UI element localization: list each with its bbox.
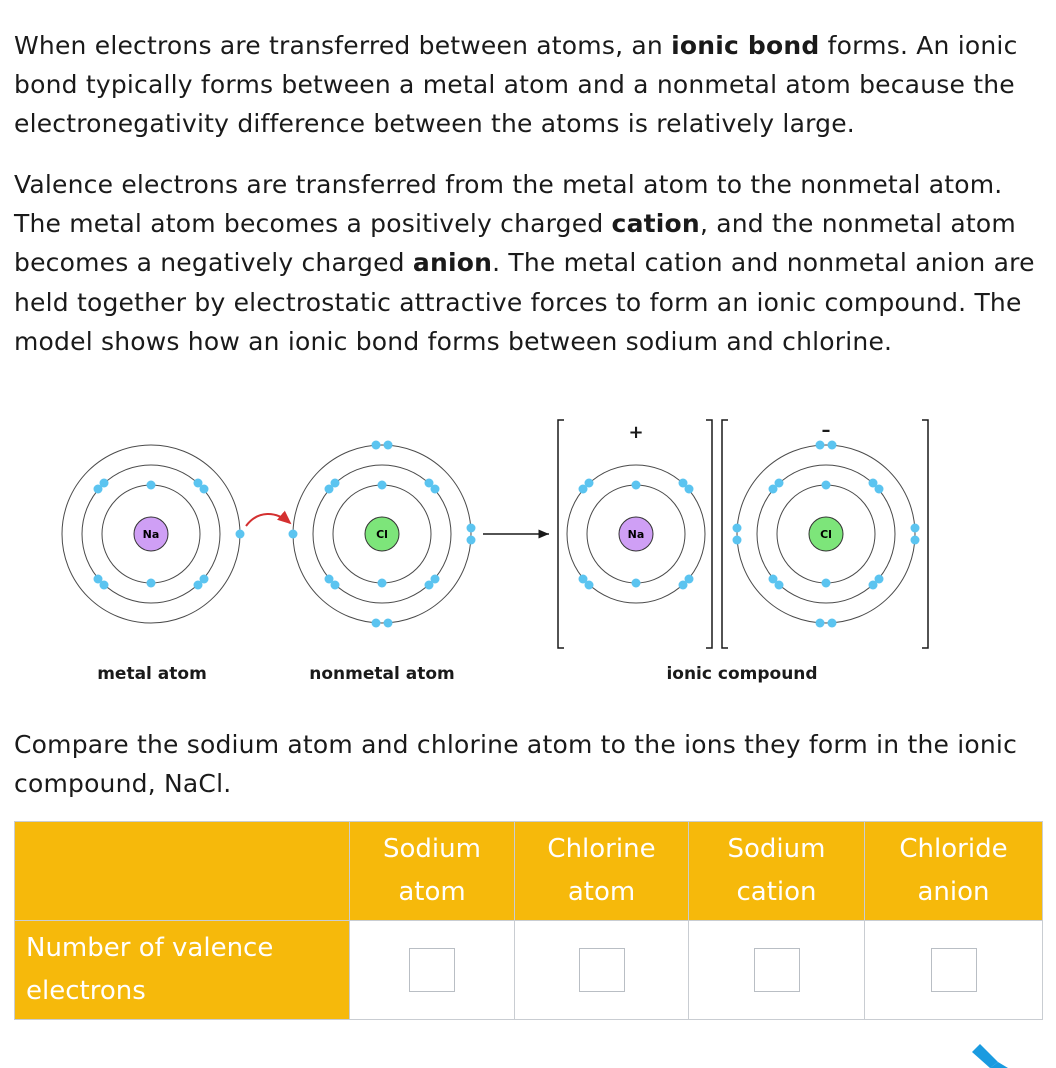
ionic-bond-diagram [0,405,1056,695]
caption-metal-atom: metal atom [97,664,207,684]
electron [632,579,641,588]
anion-left-bracket [722,420,728,648]
electron [585,581,594,590]
chloride-anion [722,420,928,648]
table-header-row [15,822,1043,921]
electron [200,485,209,494]
electron [685,575,694,584]
valence-electron [384,619,393,628]
cell-chlorine-atom [515,921,689,1020]
sodium-cation [558,420,712,648]
cell-sodium-atom [350,921,515,1020]
question-prompt: Compare the sodium atom and chlorine atom to the ions they form in the ionic compound, NaCl. [14,730,1018,799]
valence-electron [384,441,393,450]
cation-left-bracket [558,420,564,648]
cell-chloride-anion [865,921,1043,1020]
electron [378,481,387,490]
row-label-valence-electrons: Number of valence electrons [15,921,350,1020]
electron [775,581,784,590]
electron [200,575,209,584]
header-chlorine-atom: Chlorine atom [515,822,689,921]
intro-text: . The metal cation and nonmetal anion are held together by electrostatic attractive forces to form an ionic compound. The model shows how an ionic bond forms between sodium and chlorine. [14,248,1035,356]
term-cation: cation [611,209,700,239]
intro-paragraph-1 [14,26,1044,144]
electron [875,485,884,494]
electron [775,479,784,488]
chlorine-atom [289,441,476,628]
cation-right-bracket [706,420,712,648]
header-sodium-atom: Sodium atom [350,822,515,921]
valence-electron [372,441,381,450]
answer-input-sodium-atom[interactable] [409,948,455,992]
pencil-icon[interactable] [968,1038,1012,1068]
answer-input-chloride-anion[interactable] [931,948,977,992]
chlorine-symbol: Cl [376,528,388,541]
sodium-electrons [94,479,245,590]
valence-electron [733,536,742,545]
intro-text: forms. An ionic bond typically forms between a metal atom and a nonmetal atom because the electronegativity difference between the atoms is relatively large. [14,31,1018,139]
answer-input-chlorine-atom[interactable] [579,948,625,992]
intro-text: Valence electrons are transferred from the metal atom to the nonmetal atom. The metal atom becomes a positively charged [14,170,1003,239]
chloride-symbol: Cl [820,528,832,541]
valence-electron [828,619,837,628]
electron [100,479,109,488]
intro-paragraph-2 [14,165,1044,361]
valence-electron [467,524,476,533]
valence-electron [733,524,742,533]
valence-electron [828,441,837,450]
valence-electron [289,530,298,539]
electron [875,575,884,584]
valence-electron [816,441,825,450]
anion-charge: – [821,420,831,441]
valence-electron [911,536,920,545]
anion-right-bracket [922,420,928,648]
valence-electron-table [14,821,1043,1020]
intro-text: , and the nonmetal atom becomes a negatively charged [14,209,1016,278]
valence-electron [816,619,825,628]
answer-input-sodium-cation[interactable] [754,948,800,992]
sodium-symbol: Na [142,528,160,541]
electron [431,485,440,494]
electron [331,581,340,590]
electron [685,485,694,494]
cation-charge: + [628,422,644,443]
term-anion: anion [412,248,493,278]
valence-electron [236,530,245,539]
sodium-cation-symbol: Na [627,528,645,541]
valence-electron [911,524,920,533]
cell-sodium-cation [689,921,865,1020]
electron [331,479,340,488]
table-corner [15,822,350,921]
electron [100,581,109,590]
electron [822,481,831,490]
valence-electron [372,619,381,628]
term-ionic-bond: ionic bond [671,31,820,60]
header-sodium-cation: Sodium cation [689,822,865,921]
electron [147,579,156,588]
sodium-atom [62,445,245,623]
electron-transfer-arrow [246,514,290,526]
electron [822,579,831,588]
header-chloride-anion: Chloride anion [865,822,1043,921]
caption-ionic-compound: ionic compound [666,664,818,684]
caption-nonmetal-atom: nonmetal atom [309,664,455,684]
electron [431,575,440,584]
intro-text: When electrons are transferred between atoms, an [14,31,672,60]
table-row [15,921,1043,1020]
electron [378,579,387,588]
valence-electron [467,536,476,545]
electron [632,481,641,490]
electron [147,481,156,490]
electron [585,479,594,488]
